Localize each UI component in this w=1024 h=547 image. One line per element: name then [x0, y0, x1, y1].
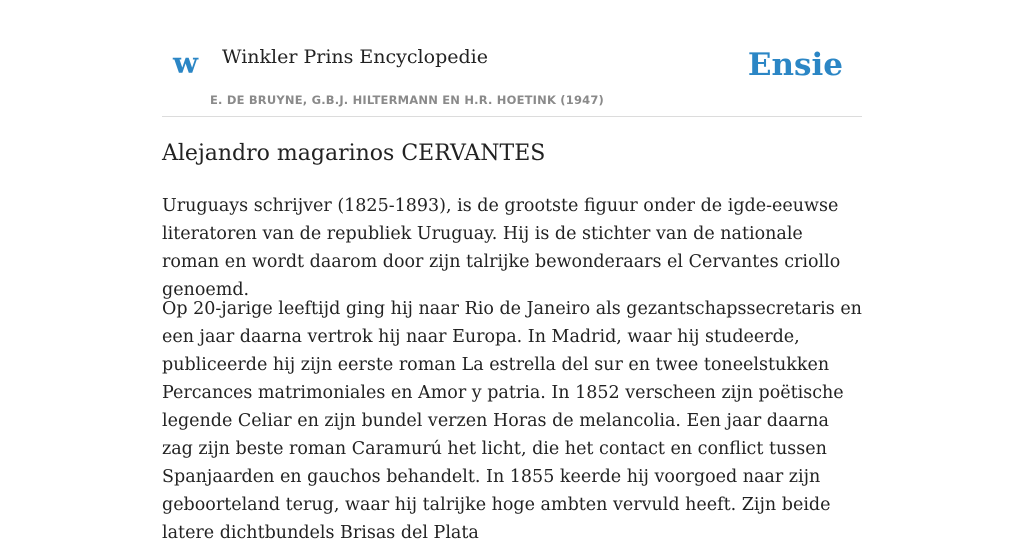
article-paragraph: Op 20-jarige leeftijd ging hij naar Rio de Janeiro als gezantschapssecretaris en een jaar daarna vertrok hij naar Europa. In Madrid, waar hij studeerde, publiceerde hij zijn eerste roman La estrella del sur en twee toneelstukken Percances matrimoniales en Amor y patria. In 1852 verscheen zijn poëtische legende Celiar en zijn bundel verzen Horas de melancolia. Een jaar daarna zag zijn beste roman Caramurú het licht, die het contact en conflict tussen Spanjaarden en gauchos behandelt. In 1855 keerde hij voorgoed naar zijn geboorteland terug, waar hij talrijke hoge ambten vervuld heeft. Zijn beide latere dichtbundels Brisas del Plata: [162, 299, 862, 543]
publication-authors: E. DE BRUYNE, G.B.J. HILTERMANN EN H.R. HOETINK (1947): [210, 93, 605, 107]
publication-title[interactable]: Winkler Prins Encyclopedie: [222, 46, 488, 68]
article-paragraph: Uruguays schrijver (1825-1893), is de grootste figuur onder de igde-eeuwse literatoren van de republiek Uruguay. Hij is de stichter van de nationale roman en wordt daarom door zijn talrijke bewonderaars el Cervantes criollo genoemd.: [162, 196, 841, 300]
page: [162, 0, 862, 543]
site-header: [162, 0, 862, 117]
publication-logo-icon[interactable]: w: [173, 46, 198, 80]
ensie-logo[interactable]: Ensie: [747, 47, 843, 83]
article-title: Alejandro magarinos CERVANTES: [162, 141, 546, 166]
